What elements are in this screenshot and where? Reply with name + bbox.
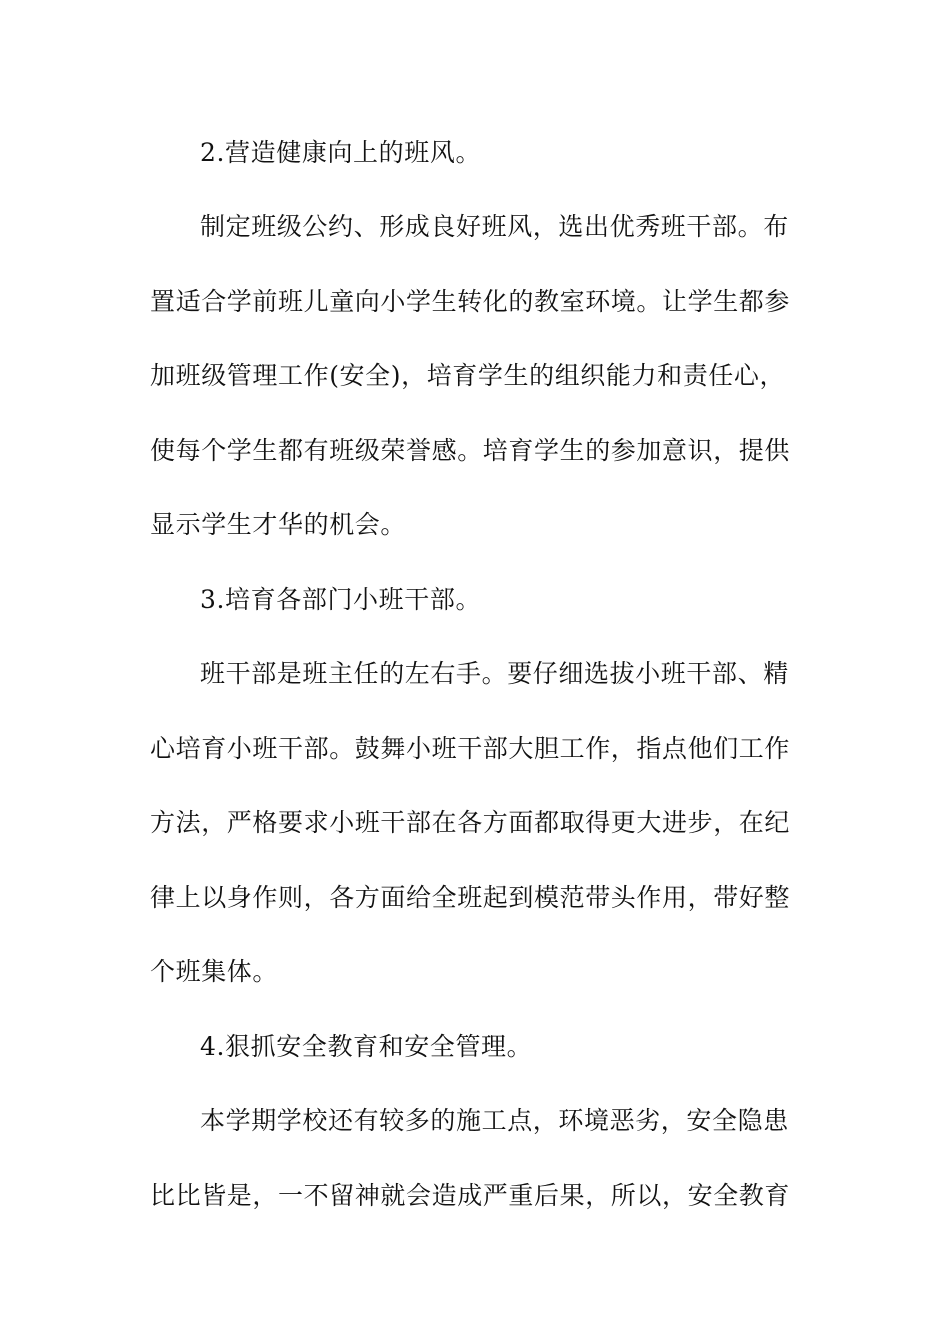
paragraph-line: 使每个学生都有班级荣誉感。培育学生的参加意识，提供 (150, 436, 791, 465)
paragraph-line: 心培育小班干部。鼓舞小班干部大胆工作，指点他们工作 (150, 734, 791, 763)
paragraph-line: 显示学生才华的机会。 (150, 510, 407, 539)
paragraph-line: 本学期学校还有较多的施工点，环境恶劣，安全隐患 (200, 1106, 789, 1135)
paragraph-line: 加班级管理工作(安全)，培育学生的组织能力和责任心， (150, 361, 786, 390)
paragraph-line: 制定班级公约、形成良好班风，选出优秀班干部。布 (200, 212, 789, 241)
section-heading-4: 4.狠抓安全教育和安全管理。 (200, 1032, 533, 1061)
section-heading-3: 3.培育各部门小班干部。 (200, 585, 482, 614)
paragraph-line: 置适合学前班儿童向小学生转化的教室环境。让学生都参 (150, 287, 791, 316)
paragraph-line: 比比皆是，一不留神就会造成严重后果，所以，安全教育 (150, 1181, 791, 1210)
paragraph-line: 个班集体。 (150, 957, 279, 986)
section-heading-2: 2.营造健康向上的班风。 (200, 138, 482, 167)
paragraph-line: 班干部是班主任的左右手。要仔细选拔小班干部、精 (200, 659, 789, 688)
paragraph-line: 方法，严格要求小班干部在各方面都取得更大进步，在纪 (150, 808, 791, 837)
paragraph-line: 律上以身作则，各方面给全班起到模范带头作用，带好整 (150, 883, 791, 912)
